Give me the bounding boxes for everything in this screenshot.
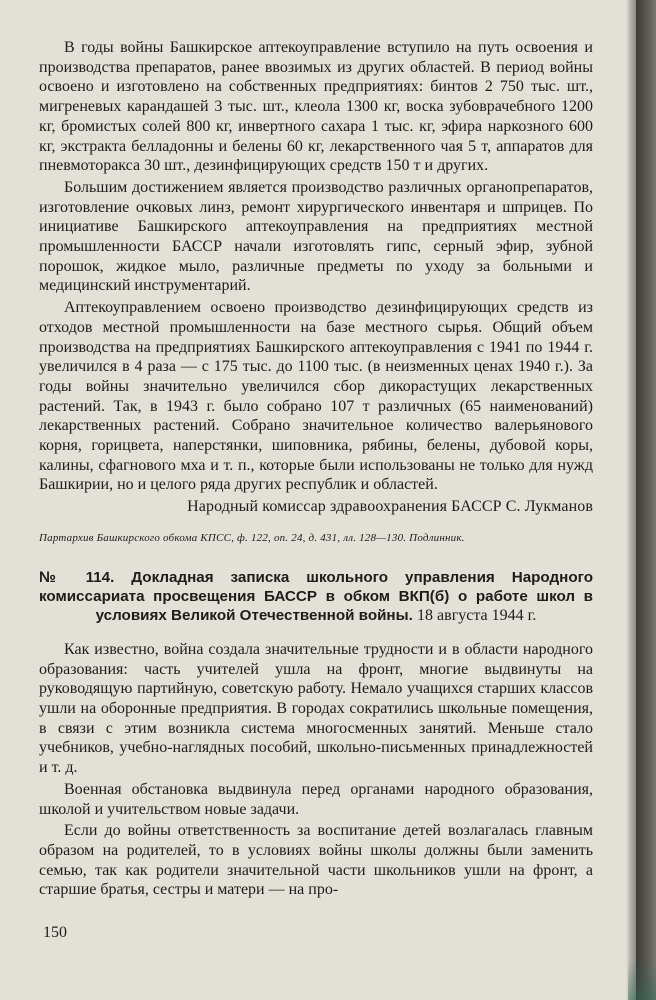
- document-date: 18 августа 1944 г.: [417, 606, 537, 624]
- paragraph: В годы войны Башкирское аптекоуправление вступило на путь освоения и производства препаратов, ранее ввозимых из других областей. В период войны освоено и изготовлено на собственных предприятиях: бинтов 2 750 тыс. шт., мигреневых карандашей 3 тыс. шт., клеола 1300 кг, воска зубоврачебного 1200 кг, бромистых солей 800 кг, инвертного сахара 1 тыс. кг, эфира наркозного 600 кг, экстракта белладонны и белены 60 кг, лекарственного чая 5 т, аппаратов для пневмоторакса 30 шт., дезинфицирующих средств 150 т и других.: [39, 39, 593, 175]
- signature: Народный комиссар здравоохранения БАССР С. Лукманов: [187, 498, 593, 516]
- paragraph: Большим достижением является производство различных органопрепаратов, изготовление очковых линз, ремонт хирургического инвентаря и шприцев. По инициативе Башкирского аптекоуправления на предприятиях местной промышленности БАССР начали изготовлять гипс, серный эфир, зубной порошок, жидкое мыло, различные предметы по уходу за больными и медицинский инструментарий.: [39, 178, 593, 295]
- page-text: [39, 38, 593, 900]
- document-title: № 114. Докладная записка школьного управления Народного комиссариата просвещения БАССР в обком ВКП(б) о работе школ в условиях Великой Отечественной войны.: [39, 568, 593, 624]
- book-edge: [636, 0, 656, 1000]
- book-edge-shadow: [628, 960, 656, 1000]
- paragraph: Аптекоуправлением освоено производство дезинфицирующих средств из отходов местной промышленности на базе местного сырья. Общий объем производства на предприятиях Башкирского аптекоуправления с 1941 по 1944 г. увеличился в 4 раза — с 175 тыс. до 1100 тыс. (в неизменных ценах 1940 г.). За годы войны значительно увеличился сбор дикорастущих лекарственных растений. Так, в 1943 г. было собрано 107 т различных (65 наименований) лекарственных растений. Собрано значительное количество валерьянового корня, горицвета, наперстянки, шиповника, рябины, белены, дубовой коры, калины, сфагнового мха и т. п., которые были использованы не только для нужд Башкирии, но и целого ряда других республик и областей.: [39, 299, 593, 494]
- page-number: 150: [43, 924, 67, 941]
- archive-source-note: Партархив Башкирского обкома КПСС, ф. 122, оп. 24, д. 431, лл. 128—130. Подлинник.: [39, 531, 465, 544]
- document-heading: [39, 568, 593, 625]
- paragraph: Если до войны ответственность за воспитание детей возлагалась главным образом на родителей, то в условиях войны школы должны были заменить семью, так как родители значительной части школьников ушли на фронт, а старшие братья, сестры и матери — на про-: [39, 822, 593, 899]
- page-spine: [626, 0, 636, 1000]
- paragraph: Военная обстановка выдвинула перед органами народного образования, школой и учительством новые задачи.: [39, 780, 593, 818]
- paragraph: Как известно, война создала значительные трудности и в области народного образования: часть учителей ушла на фронт, многие выдвинуты на руководящую партийную, советскую работу. Немало учащихся старших классов ушли на оборонные предприятия. В городах сократились школьные помещения, в связи с этим возникла система многосменных занятий. Меньше стало учебников, учебно-наглядных пособий, школьно-письменных принадлежностей и т. д.: [39, 640, 593, 777]
